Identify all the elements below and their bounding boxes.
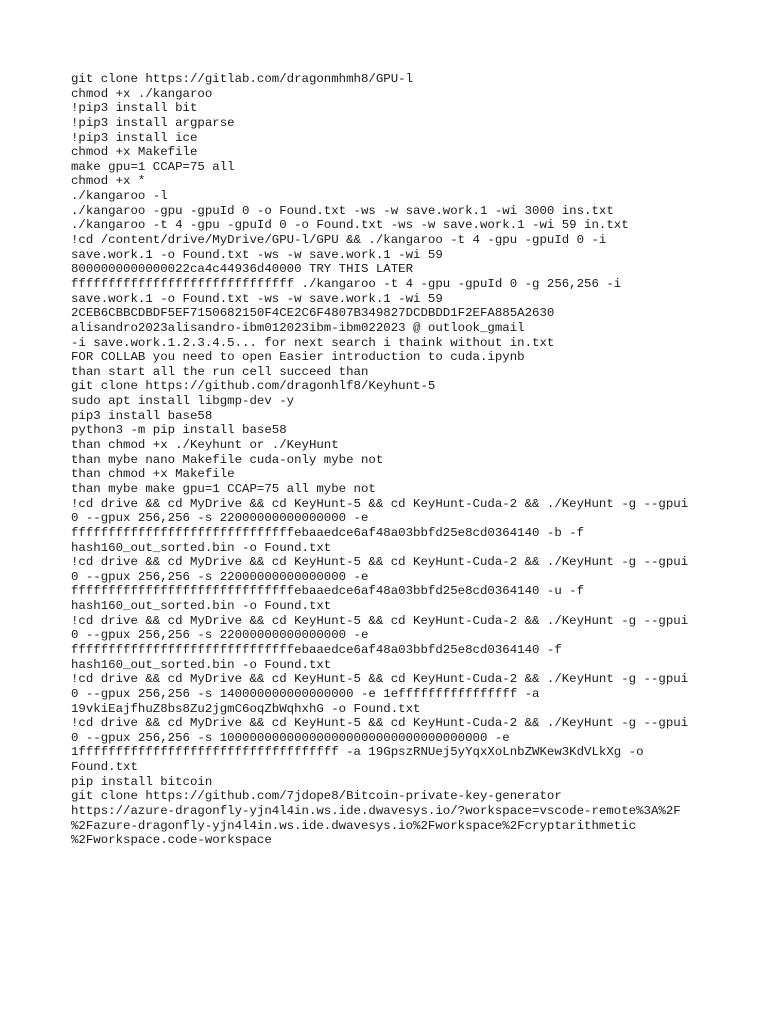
text-line: hash160_out_sorted.bin -o Found.txt [71, 540, 332, 555]
text-line: !cd drive && cd MyDrive && cd KeyHunt-5 && cd KeyHunt-Cuda-2 && ./KeyHunt -g --gpui [71, 613, 689, 628]
text-line: hash160_out_sorted.bin -o Found.txt [71, 657, 332, 672]
text-line: than mybe make gpu=1 CCAP=75 all mybe not [71, 481, 376, 496]
text-line: FOR COLLAB you need to open Easier introduction to cuda.ipynb [71, 350, 525, 365]
text-line: 0 --gpux 256,256 -s 22000000000000000 -e [71, 628, 369, 643]
text-line: git clone https://gitlab.com/dragonmhmh8/GPU-l [71, 72, 414, 86]
text-line: https://azure-dragonfly-yjn4l4in.ws.ide.dwavesys.io/?workspace=vscode-remote%3A%2F [71, 804, 681, 819]
text-line: python3 -m pip install base58 [71, 423, 287, 438]
text-line: ./kangaroo -t 4 -gpu -gpuId 0 -o Found.txt -ws -w save.work.1 -wi 59 in.txt [71, 218, 629, 233]
text-line: ./kangaroo -gpu -gpuId 0 -o Found.txt -ws -w save.work.1 -wi 3000 ins.txt [71, 203, 614, 218]
text-line: Found.txt [71, 760, 138, 775]
text-line: git clone https://github.com/7jdope8/Bitcoin-private-key-generator [71, 789, 562, 804]
text-line: pip3 install base58 [71, 408, 213, 423]
text-line: 2CEB6CBBCDBDF5EF7150682150F4CE2C6F4807B349827DCDBDD1F2EFA885A2630 [71, 306, 555, 321]
text-line: ffffffffffffffffffffffffffffffebaaedce6af48a03bbfd25e8cd0364140 -u -f [71, 584, 585, 599]
text-line: 0 --gpux 256,256 -s 22000000000000000 -e [71, 569, 369, 584]
text-line: -i save.work.1.2.3.4.5... for next search i thaink without in.txt [71, 335, 555, 350]
text-line: than chmod +x Makefile [71, 467, 235, 482]
text-line: than mybe nano Makefile cuda-only mybe not [71, 452, 384, 467]
text-line: pip install bitcoin [71, 774, 213, 789]
text-line: ffffffffffffffffffffffffffffffebaaedce6af48a03bbfd25e8cd0364140 -f [71, 642, 562, 657]
text-line: than chmod +x ./Keyhunt or ./KeyHunt [71, 438, 339, 453]
text-line: ./kangaroo -l [71, 189, 168, 204]
text-line: !pip3 install ice [71, 130, 198, 145]
text-line: chmod +x Makefile [71, 145, 198, 160]
text-line: save.work.1 -o Found.txt -ws -w save.work.1 -wi 59 [71, 291, 443, 306]
text-line: 0 --gpux 256,256 -s 100000000000000000000000000000000000 -e [71, 730, 510, 745]
document-text [71, 72, 711, 848]
text-line: ffffffffffffffffffffffffffffff ./kangaroo -t 4 -gpu -gpuId 0 -g 256,256 -i [71, 276, 622, 291]
text-line: alisandro2023alisandro-ibm012023ibm-ibm022023 @ outlook_gmail [71, 320, 525, 335]
text-line: than start all the run cell succeed than [71, 364, 369, 379]
text-line: git clone https://github.com/dragonhlf8/Keyhunt-5 [71, 379, 436, 394]
text-line: 1fffffffffffffffffffffffffffffffffff -a 19GpszRNUej5yYqxXoLnbZWKew3KdVLkXg -o [71, 745, 644, 760]
text-line: 0 --gpux 256,256 -s 22000000000000000 -e [71, 511, 369, 526]
text-line: %2Fworkspace.code-workspace [71, 833, 272, 848]
text-line: !cd drive && cd MyDrive && cd KeyHunt-5 && cd KeyHunt-Cuda-2 && ./KeyHunt -g --gpui [71, 672, 689, 687]
text-line: 0 --gpux 256,256 -s 140000000000000000 -e 1effffffffffffffff -a [71, 686, 540, 701]
text-line: 19vkiEajfhuZ8bs8Zu2jgmC6oqZbWqhxhG -o Found.txt [71, 701, 421, 716]
text-line: save.work.1 -o Found.txt -ws -w save.work.1 -wi 59 [71, 247, 443, 262]
text-line: hash160_out_sorted.bin -o Found.txt [71, 599, 332, 614]
text-line: chmod +x ./kangaroo [71, 86, 213, 101]
text-line: !cd drive && cd MyDrive && cd KeyHunt-5 && cd KeyHunt-Cuda-2 && ./KeyHunt -g --gpui [71, 555, 689, 570]
text-line: ffffffffffffffffffffffffffffffebaaedce6af48a03bbfd25e8cd0364140 -b -f [71, 525, 585, 540]
text-line: make gpu=1 CCAP=75 all [71, 159, 235, 174]
text-line: !pip3 install argparse [71, 115, 235, 130]
text-line: !cd /content/drive/MyDrive/GPU-l/GPU && ./kangaroo -t 4 -gpu -gpuId 0 -i [71, 233, 607, 248]
text-line: sudo apt install libgmp-dev -y [71, 394, 295, 409]
text-line: !cd drive && cd MyDrive && cd KeyHunt-5 && cd KeyHunt-Cuda-2 && ./KeyHunt -g --gpui [71, 716, 689, 731]
text-line: !pip3 install bit [71, 101, 198, 116]
text-line: !cd drive && cd MyDrive && cd KeyHunt-5 && cd KeyHunt-Cuda-2 && ./KeyHunt -g --gpui [71, 496, 689, 511]
text-line: chmod +x * [71, 174, 146, 189]
text-line: 8000000000000022ca4c44936d40000 TRY THIS LATER [71, 262, 414, 277]
text-line: %2Fazure-dragonfly-yjn4l4in.ws.ide.dwavesys.io%2Fworkspace%2Fcryptarithmetic [71, 818, 637, 833]
